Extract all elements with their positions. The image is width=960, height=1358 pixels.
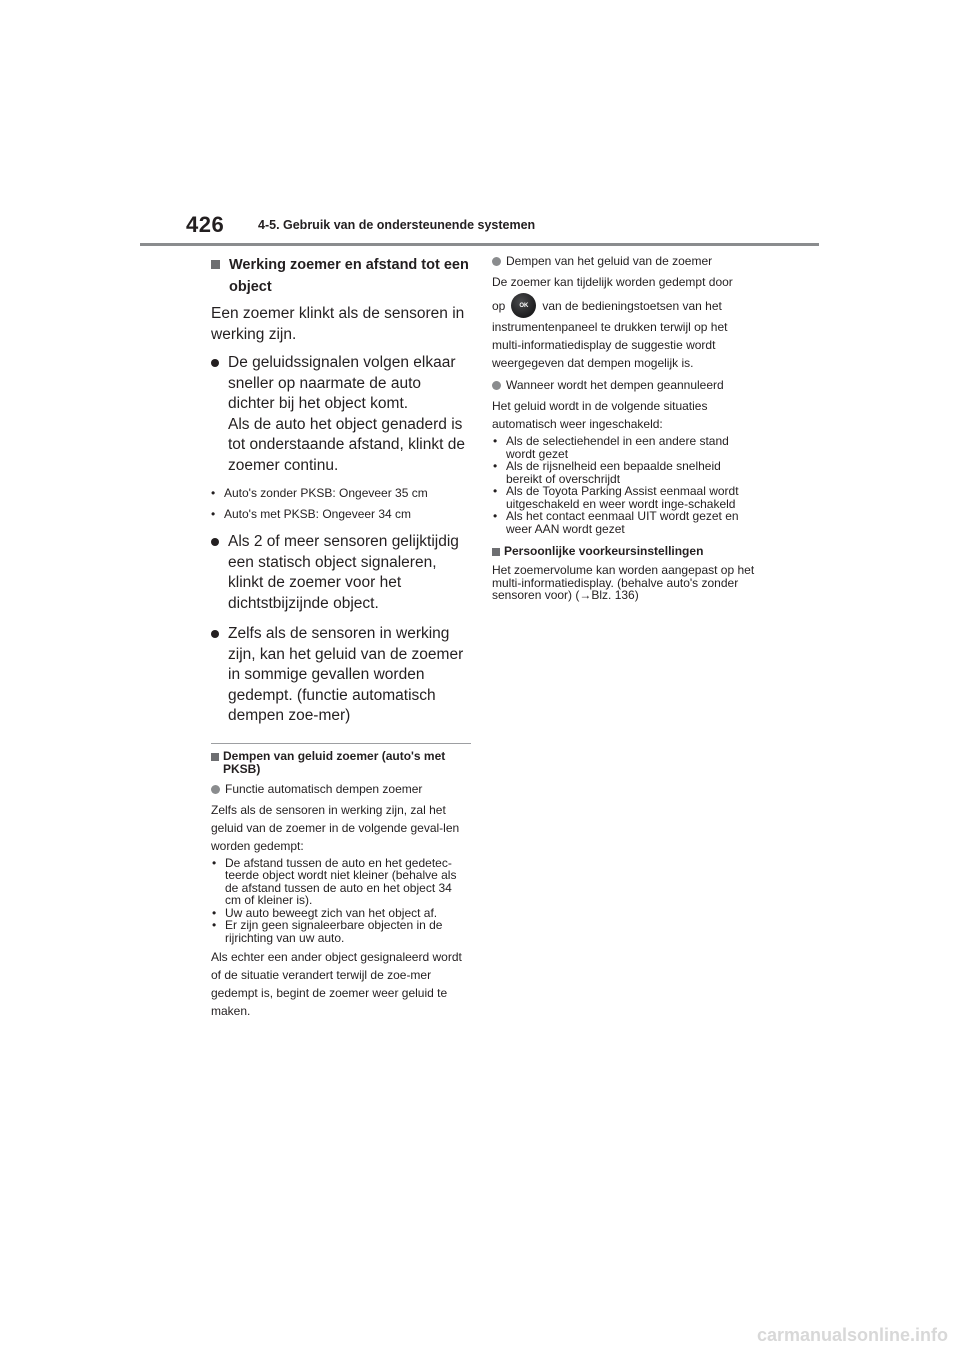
- note-body: Zelfs als de sensoren in werking zijn, zal het geluid van de zoemer in de volgende geval-len worden gedempt:: [211, 802, 460, 853]
- ok-button-icon: OK: [511, 293, 536, 318]
- note-footer: Als echter een ander object gesignaleerd wordt of de situatie verandert terwijl de zoe-mer gedempt is, begint de zoemer weer geluid te maken.: [211, 950, 462, 1018]
- circle-bullet-icon: [492, 381, 501, 390]
- list-item: • Als het contact eenmaal UIT wordt gezet en weer AAN wordt gezet: [493, 509, 739, 536]
- bullet-multiple-sensors: Als 2 of meer sensoren gelijktijdig een statisch object signaleren, klinkt de zoemer voor het dichtstbijzijnde object.: [211, 532, 471, 614]
- mute-ok-line: op OK van de bedieningstoetsen van het: [492, 293, 758, 318]
- watermark: carmanualsonline.info: [756, 1325, 948, 1345]
- note-subheading-auto-mute: Functie automatisch dempen zoemer: [211, 782, 471, 797]
- dot-bullet-icon: [211, 630, 219, 638]
- heading-preferences: Persoonlijke voorkeursinstellingen: [492, 545, 758, 558]
- note-list: [211, 857, 471, 945]
- dot-bullet-icon: [211, 359, 219, 367]
- intro-text: Een zoemer klinkt als de sensoren in werking zijn.: [211, 305, 465, 343]
- header-rule: [140, 243, 819, 246]
- heading-buzzer-distance: Werking zoemer en afstand tot een object: [211, 254, 471, 298]
- square-bullet-icon: [211, 753, 219, 761]
- note-heading-mute-pksb: Dempen van geluid zoemer (auto's met PKSB): [211, 750, 471, 776]
- page-number: 426: [186, 212, 225, 237]
- bullet-signals: De geluidssignalen volgen elkaar sneller op naarmate de auto dichter bij het object komt. Als de auto het object genaderd is tot onderstaande afstand, klinkt de zoemer continu.: [211, 353, 471, 476]
- mute-rest: instrumentenpaneel te drukken terwijl op het multi-informatiedisplay de suggestie wordt weergegeven dat dempen mogelijk is.: [492, 320, 728, 370]
- cancel-body: Het geluid wordt in de volgende situaties automatisch weer ingeschakeld:: [492, 399, 708, 431]
- circle-bullet-icon: [492, 257, 501, 266]
- square-bullet-icon: [211, 260, 220, 269]
- list-item: • Als de selectiehendel in een andere stand wordt gezet: [493, 434, 729, 461]
- sub-bullet-pksb: • Auto's met PKSB: Ongeveer 34 cm: [211, 507, 412, 521]
- list-item: • Als de rijsnelheid een bepaalde snelheid bereikt of overschrijdt: [493, 459, 721, 486]
- square-bullet-icon: [492, 548, 500, 556]
- mute-line1: De zoemer kan tijdelijk worden gedempt door: [492, 275, 733, 289]
- section-title: 4-5. Gebruik van de ondersteunende systemen: [258, 218, 536, 232]
- right-column: [492, 254, 758, 604]
- preferences-body: Het zoemervolume kan worden aangepast op het multi-informatiedisplay. (behalve auto's zonder sensoren voor) (→Blz. 136): [492, 563, 755, 602]
- list-item: • Er zijn geen signaleerbare objecten in de rijrichting van uw auto.: [212, 918, 443, 945]
- list-item: • Als de Toyota Parking Assist eenmaal wordt uitgeschakeld en weer wordt inge-schakeld: [493, 484, 739, 511]
- circle-bullet-icon: [211, 785, 220, 794]
- bullet-auto-mute: Zelfs als de sensoren in werking zijn, kan het geluid van de zoemer in sommige gevallen worden gedempt. (functie automatisch dempen zoe-mer): [211, 624, 471, 727]
- list-item: • De afstand tussen de auto en het gedetec-teerde object wordt niet kleiner (behalve als de afstand tussen de auto en het object 34 cm of kleiner is).: [212, 855, 457, 907]
- heading-mute-buzzer: Dempen van het geluid van de zoemer: [492, 254, 758, 269]
- list-item: • Uw auto beweegt zich van het object af.: [212, 905, 438, 920]
- heading-cancel-mute: Wanneer wordt het dempen geannuleerd: [492, 378, 758, 393]
- dot-bullet-icon: [211, 538, 219, 546]
- left-column: [211, 254, 471, 1022]
- sub-bullet-no-pksb: • Auto's zonder PKSB: Ongeveer 35 cm: [211, 486, 428, 500]
- note-divider: [211, 743, 471, 744]
- cancel-list: [492, 435, 758, 535]
